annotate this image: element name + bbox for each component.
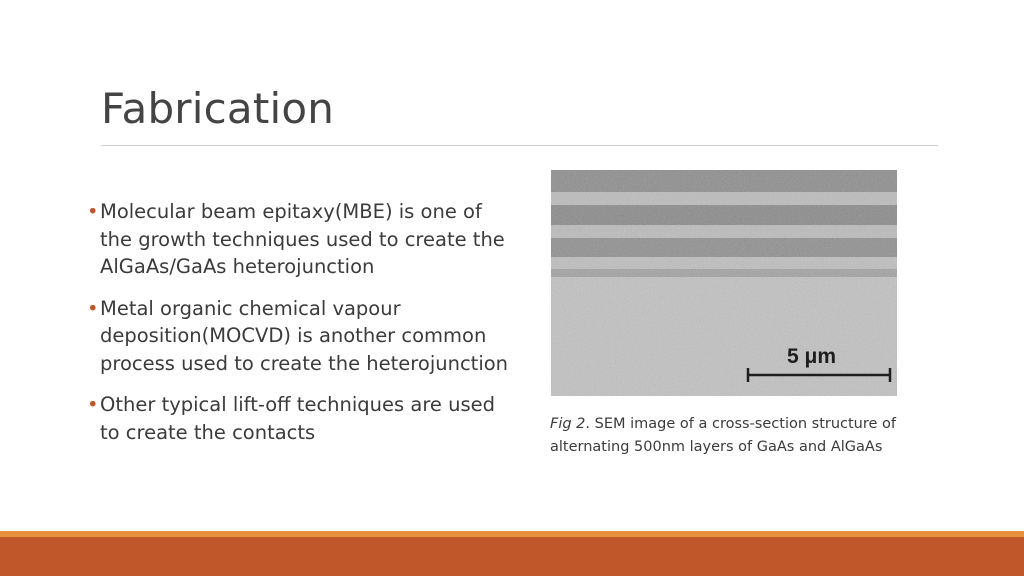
bullet-list [87,198,517,460]
sem-image [551,170,897,396]
bullet-item [87,391,517,446]
sem-grain [551,170,897,396]
footer-bar [0,537,1024,576]
bullet-text: Metal organic chemical vapour deposition(MOCVD) is another common process used to create the heterojunction [100,296,509,375]
title-divider [101,145,938,146]
scale-bar-label: 5 μm [787,345,837,368]
bullet-text: Other typical lift-off techniques are used to create the contacts [100,393,496,444]
bullet-text: Molecular beam epitaxy(MBE) is one of the growth techniques used to create the AlGaAs/GaAs heterojunction [100,200,505,278]
bullet-marker: • [87,296,99,320]
bullet-marker: • [87,393,99,416]
caption-label: Fig 2 [550,416,586,432]
figure-caption [550,413,910,458]
bullet-item [87,198,517,281]
bullet-marker: • [87,200,99,223]
bullet-item [87,295,517,378]
caption-text: . SEM image of a cross-section structure of alternating 500nm layers of GaAs and AlGaAs [550,416,897,455]
slide-title: Fabrication [101,84,335,133]
